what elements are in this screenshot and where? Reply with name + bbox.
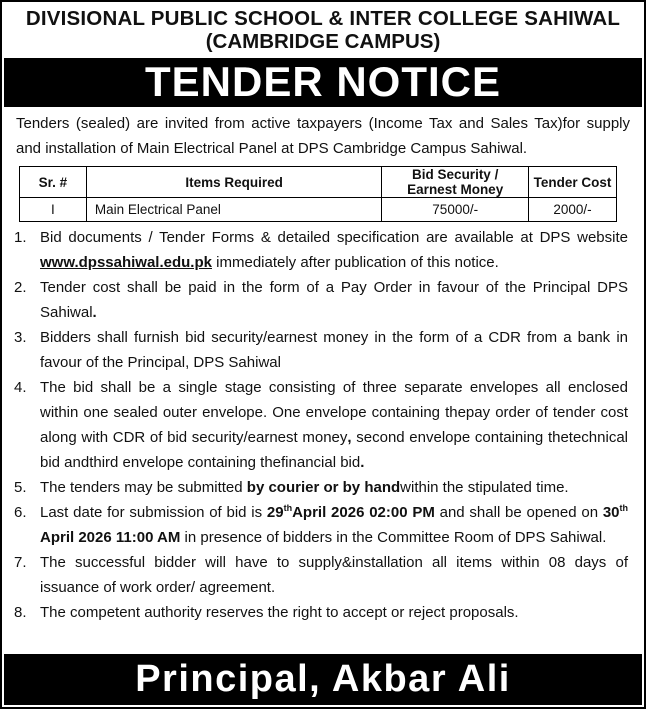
text-fragment: by courier or by hand (246, 479, 401, 496)
list-item (14, 225, 628, 275)
list-item-number: 1. (14, 229, 27, 246)
text-fragment: immediately after publication of this notice. (211, 254, 499, 271)
list-item-text (40, 550, 628, 600)
col-header-bid-security: Bid Security / Earnest Money (382, 167, 529, 198)
table-row (20, 198, 617, 222)
website-link[interactable]: www.dpssahiwal.edu.pk (40, 254, 212, 271)
list-item-number: 2. (14, 279, 27, 296)
list-item (14, 325, 628, 375)
school-name: DIVISIONAL PUBLIC SCHOOL & INTER COLLEGE SAHIWAL (25, 7, 621, 30)
list-item (14, 550, 628, 600)
text-fragment: th (619, 503, 629, 513)
campus-name: (CAMBRIDGE CAMPUS) (205, 30, 441, 53)
text-fragment: 29 (266, 504, 284, 521)
text-fragment: Bidders shall furnish bid security/earnest money in the form of a CDR from a bank in favour of the Principal, DPS Sahiwal (40, 329, 628, 371)
list-item (14, 600, 628, 625)
text-fragment: . (360, 454, 365, 471)
list-item (14, 500, 628, 550)
text-fragment: The tenders may be submitted (40, 479, 247, 496)
text-fragment: . (92, 304, 97, 321)
list-item-number: 5. (14, 479, 27, 496)
text-fragment: within the stipulated time. (400, 479, 569, 496)
notice-title: TENDER NOTICE (4, 58, 642, 107)
list-item-number: 6. (14, 504, 27, 521)
list-item-text (40, 375, 628, 475)
signatory: Principal, Akbar Ali (4, 654, 642, 705)
col-header-items: Items Required (86, 167, 381, 198)
text-fragment: Last date for submission of bid is (40, 504, 267, 521)
intro-paragraph: Tenders (sealed) are invited from active taxpayers (Income Tax and Sales Tax)for supply and installation of Main Electrical Panel at DPS Cambridge Campus Sahiwal. (16, 115, 630, 157)
text-fragment: , (347, 429, 352, 446)
text-fragment: Bid documents / Tender Forms & detailed specification are available at DPS website (40, 229, 628, 246)
list-item-text (40, 475, 628, 500)
text-fragment: April 2026 11:00 AM (40, 529, 181, 546)
list-item-number: 8. (14, 604, 27, 621)
text-fragment: and shall be opened on (434, 504, 603, 521)
text-fragment: The competent authority reserves the right to accept or reject proposals. (40, 604, 519, 621)
text-fragment: in presence of bidders in the Committee Room of DPS Sahiwal. (180, 529, 607, 546)
list-item-number: 7. (14, 554, 27, 571)
list-item (14, 275, 628, 325)
list-item-text (40, 600, 628, 625)
col-header-tender-cost: Tender Cost (529, 167, 617, 198)
text-fragment: 30 (602, 504, 620, 521)
text-fragment: The bid shall be a single stage consisting of three separate envelopes all enclosed within one sealed outer envelope. One envelope containing thepay order of tender cost along with CDR of bid security/earnest money (40, 379, 628, 446)
cell-sr: I (20, 198, 87, 222)
list-item (14, 375, 628, 475)
text-fragment: April 2026 02:00 PM (292, 504, 435, 521)
list-item-text (40, 275, 628, 325)
list-item-number: 3. (14, 329, 27, 346)
list-item-text (40, 225, 628, 275)
col-header-sr: Sr. # (20, 167, 87, 198)
text-fragment: second envelope containing thetechnical bid andthird envelope containing thefinancial bid (40, 429, 628, 471)
list-item-number: 4. (14, 379, 27, 396)
list-item-text (40, 500, 628, 550)
text-fragment: The successful bidder will have to supply&installation all items within 08 days of issuance of work order/ agreement. (40, 554, 628, 596)
terms-list (2, 222, 644, 625)
list-item-text (40, 325, 628, 375)
cell-tender-cost: 2000/- (529, 198, 617, 222)
cell-item: Main Electrical Panel (86, 198, 381, 222)
cell-bid-security: 75000/- (382, 198, 529, 222)
tender-table (19, 166, 617, 222)
table-header-row (20, 167, 617, 198)
list-item (14, 475, 628, 500)
text-fragment: Tender cost shall be paid in the form of a Pay Order in favour of the Principal DPS Sahiwal (40, 279, 628, 321)
text-fragment: th (283, 503, 293, 513)
